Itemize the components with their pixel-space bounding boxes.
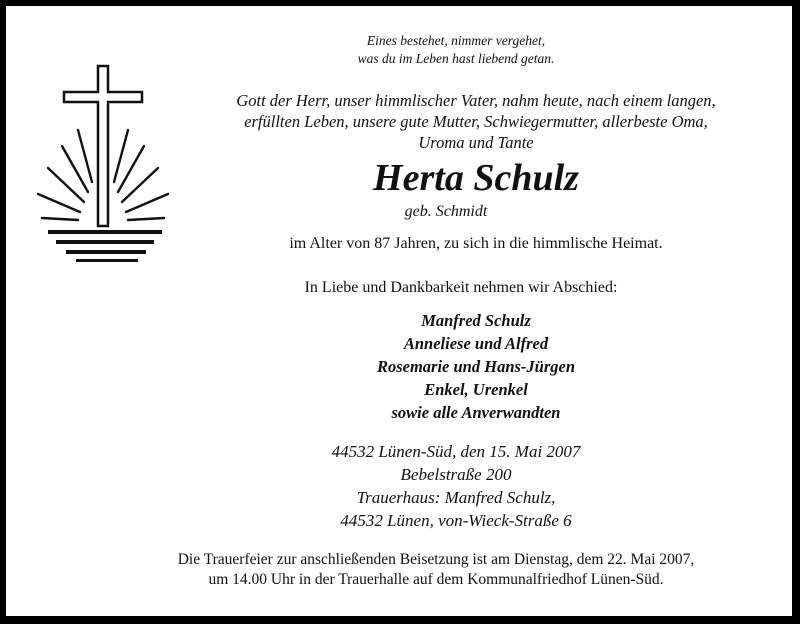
mourner-name: Enkel, Urenkel (424, 380, 528, 399)
mourner-name: Anneliese und Alfred (403, 334, 549, 353)
verse-line: Eines bestehet, nimmer vergehet, (366, 33, 546, 48)
verse-line: was du im Leben hast liebend getan. (357, 51, 555, 66)
place-date: 44532 Lünen-Süd, den 15. Mai 2007 (331, 442, 581, 461)
age-line: im Alter von 87 Jahren, zu sich in die himmlische Heimat. (289, 235, 663, 252)
deceased-name: Herta Schulz (373, 157, 579, 199)
farewell-line: In Liebe und Dankbarkeit nehmen wir Abschied: (304, 279, 618, 296)
mourners-list (286, 309, 666, 424)
place-and-address (256, 440, 656, 532)
intro-line: Uroma und Tante (418, 133, 534, 152)
address-line: 44532 Lünen, von-Wieck-Straße 6 (340, 511, 572, 530)
mourner-name: Rosemarie und Hans-Jürgen (376, 357, 576, 376)
announcement-intro (186, 90, 766, 153)
mourner-name: sowie alle Anverwandten (391, 403, 561, 422)
mourner-name: Manfred Schulz (421, 311, 531, 330)
intro-line: Gott der Herr, unser himmlischer Vater, nahm heute, nach einem langen, (236, 91, 716, 110)
ceremony-line: Die Trauerfeier zur anschließenden Beisetzung ist am Dienstag, dem 22. Mai 2007, (177, 551, 695, 568)
address-line: Bebelstraße 200 (400, 465, 512, 484)
funeral-service-notice (86, 550, 786, 590)
obituary-notice (6, 6, 792, 616)
memorial-verse (256, 32, 656, 68)
mourning-house: Trauerhaus: Manfred Schulz, (356, 488, 556, 507)
ceremony-line: um 14.00 Uhr in der Trauerhalle auf dem Kommunalfriedhof Lünen-Süd. (208, 571, 664, 588)
cross-with-sunrise-icon (34, 64, 184, 264)
birth-name: geb. Schmidt (404, 203, 488, 220)
intro-line: erfüllten Leben, unsere gute Mutter, Schwiegermutter, allerbeste Oma, (244, 112, 708, 131)
